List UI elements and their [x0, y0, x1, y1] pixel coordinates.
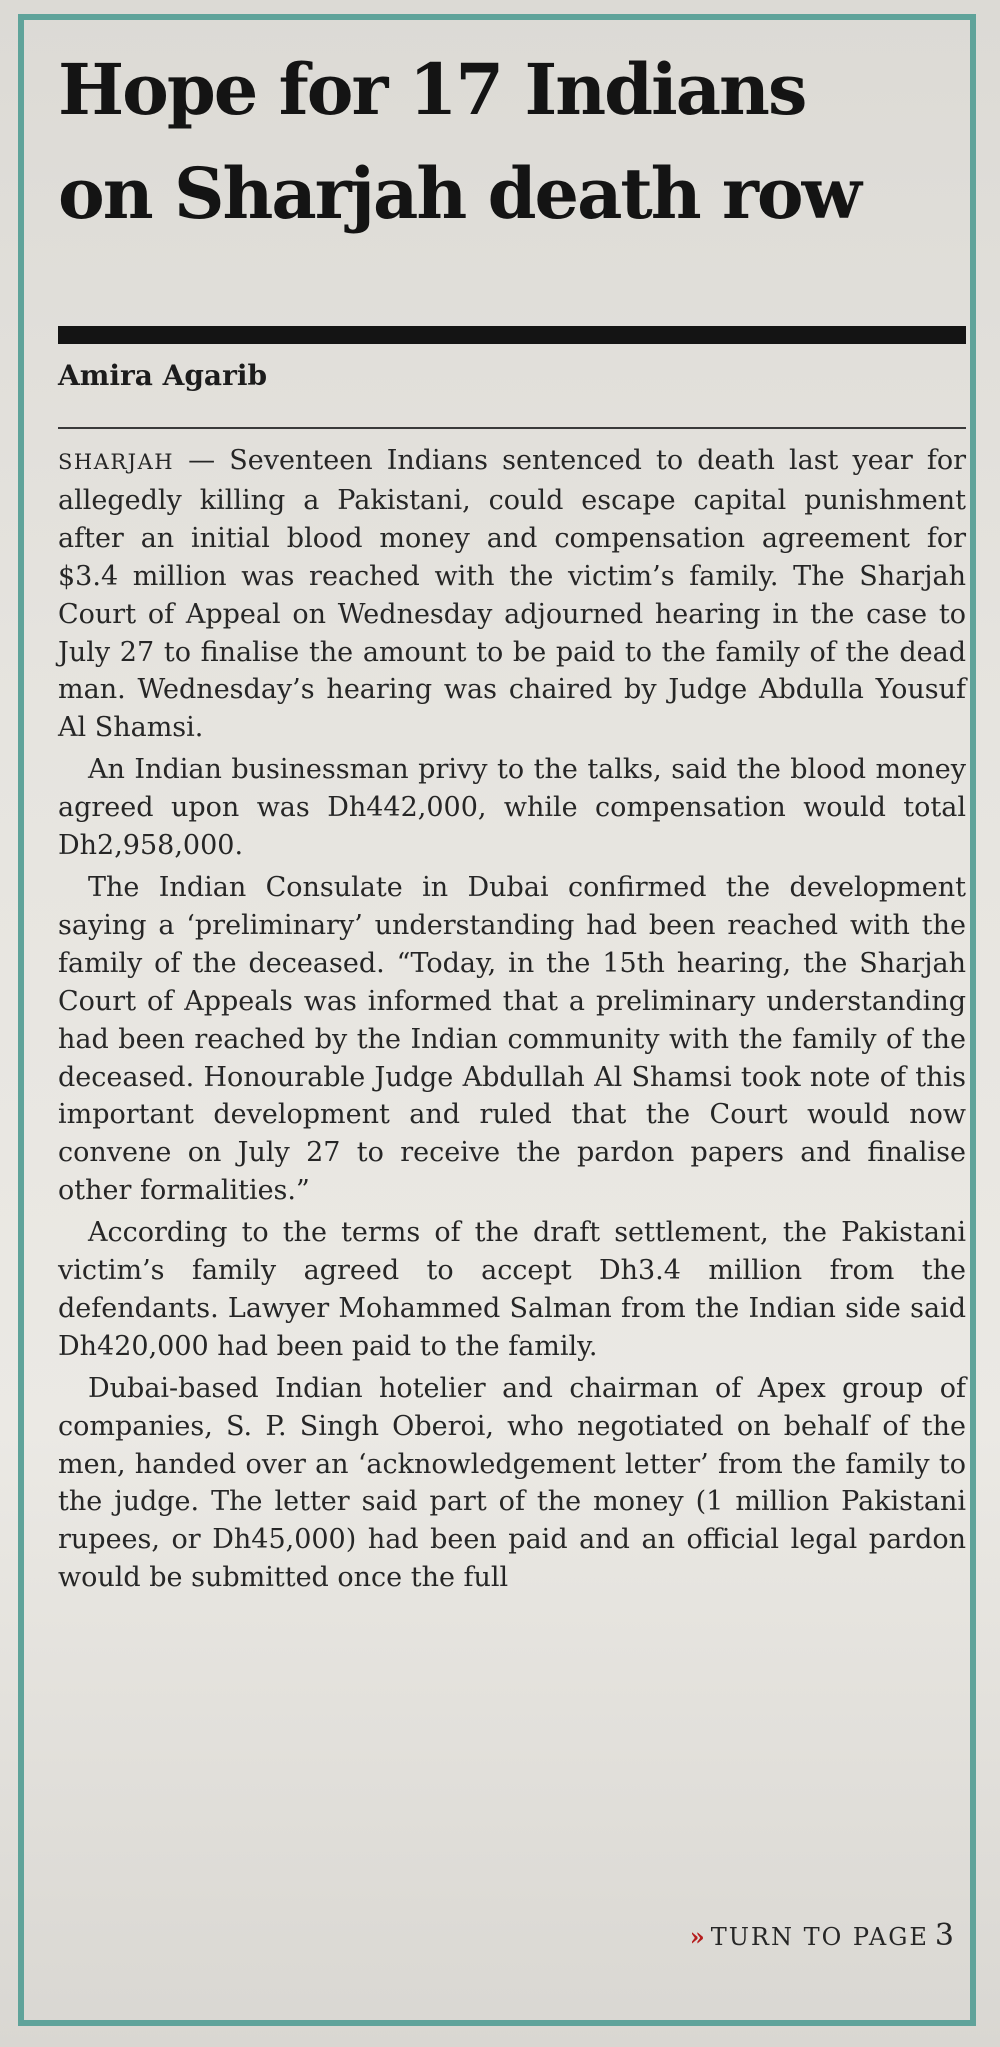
paragraph-5: Dubai-based Indian hotelier and chairman of Apex group of companies, S. P. Singh Oberoi, who negotiated on behalf of the men, handed over an ‘acknowledgement letter’ from the family to the judge. The letter said part of the money (1 million Pakistani rupees, or Dh45,000) had been paid and an official legal pardon would be submitted once the full	[58, 1372, 966, 1594]
continuation-page-number: 3	[934, 1918, 954, 1953]
headline-line-1: Hope for 17 Indians	[58, 48, 806, 131]
continuation-label: TURN TO PAGE	[710, 1923, 929, 1951]
headline-line-2: on Sharjah death row	[58, 152, 860, 235]
headline-rule	[58, 326, 966, 344]
headline	[58, 38, 958, 246]
byline-rule	[58, 427, 966, 429]
paragraph-1: SHARJAH — Seventeen Indians sentenced to death last year for allegedly killing a Pakistani, could escape capital punishment after an initial blood money and compensation agreement for $3.4 million was reached with the victim’s family. The Sharjah Court of Appeal on Wednesday adjourned hearing in the case to July 27 to finalise the amount to be paid to the family of the dead man. Wednesday’s hearing was chaired by Judge Abdulla Yousuf Al Shamsi.	[58, 445, 966, 744]
article-body	[58, 442, 966, 1601]
continuation-note	[690, 1918, 954, 1953]
dateline: SHARJAH	[58, 450, 175, 474]
byline: Amira Agarib	[58, 359, 268, 392]
paragraph-4: According to the terms of the draft settlement, the Pakistani victim’s family agreed to accept Dh3.4 million from the defendants. Lawyer Mohammed Salman from the Indian side said Dh420,000 had been paid to the family.	[58, 1217, 966, 1362]
continuation-arrow-icon: »	[689, 1922, 701, 1951]
paragraph-1-text: Seventeen Indians sentenced to death last year for allegedly killing a Pakistani, could escape capital punishment after an initial blood money and compensation agreement for $3.4 million was reached with the victim’s family. The Sharjah Court of Appeal on Wednesday adjourned hearing in the case to July 27 to finalise the amount to be paid to the family of the dead man. Wednesday’s hearing was chaired by Judge Abdulla Yousuf Al Shamsi.	[58, 445, 966, 744]
paragraph-2: An Indian businessman privy to the talks, said the blood money agreed upon was Dh442,000, while compensation would total Dh2,958,000.	[58, 754, 966, 862]
paragraph-3: The Indian Consulate in Dubai confirmed the development saying a ‘preliminary’ understanding had been reached with the family of the deceased. “Today, in the 15th hearing, the Sharjah Court of Appeals was informed that a preliminary understanding had been reached by the Indian community with the family of the deceased. Honourable Judge Abdullah Al Shamsi took note of this important development and ruled that the Court would now convene on July 27 to receive the pardon papers and finalise other formalities.”	[58, 871, 966, 1207]
